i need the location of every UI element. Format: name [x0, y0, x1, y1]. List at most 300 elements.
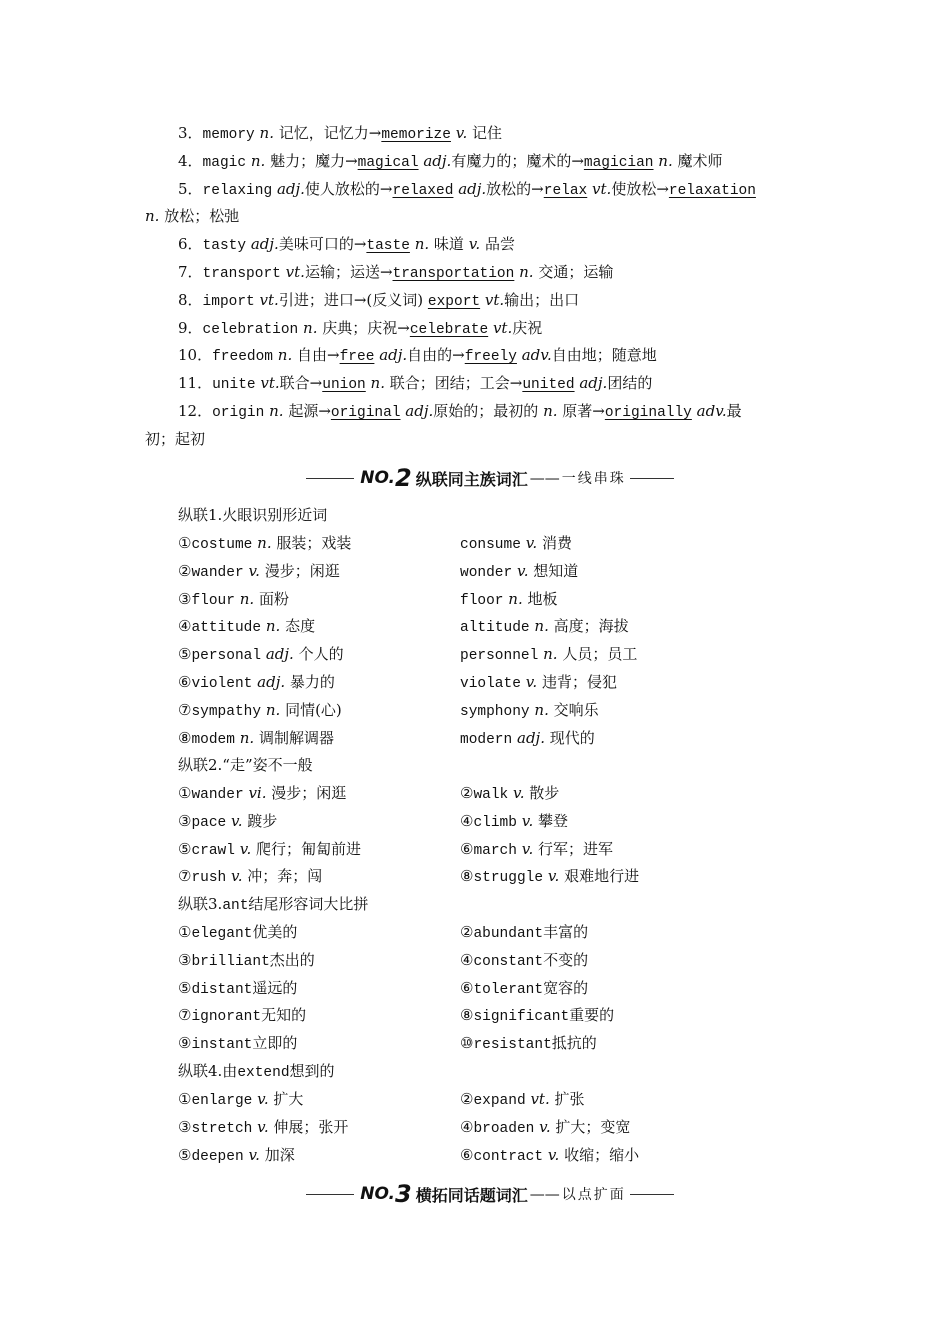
pos-label: v. [521, 812, 534, 830]
entry-marker: ① [178, 534, 192, 552]
entry-marker: ⑧ [460, 1006, 474, 1024]
heading-word: ant [222, 898, 249, 914]
head-word: unite [212, 377, 256, 393]
pos-label: vt. [259, 291, 279, 309]
answer-word: union [322, 377, 366, 393]
pos-label: n. [370, 374, 385, 392]
left-entry [178, 950, 315, 972]
divider [630, 1194, 674, 1195]
entry-definition: 高度；海拔 [553, 617, 629, 635]
item-number: 5． [178, 180, 203, 198]
left-entry [178, 728, 334, 750]
entry-word: struggle [473, 870, 544, 886]
entry-marker: ④ [178, 617, 192, 635]
heading-prefix: 纵联4.由 [178, 1062, 238, 1080]
entry-marker: ⑩ [460, 1034, 474, 1052]
entry-word: elegant [191, 926, 253, 942]
entry-marker: ③ [178, 812, 192, 830]
head-word: transport [202, 266, 281, 282]
entry-definition: 收缩；缩小 [564, 1146, 640, 1164]
entry-definition: 扩大；变宽 [555, 1118, 631, 1136]
left-entry [178, 700, 342, 722]
pos-label: adj. [276, 180, 305, 198]
pos-label: vt. [260, 374, 280, 392]
right-entry [460, 728, 595, 750]
definition: 使放松→ [611, 180, 669, 198]
definition: 美味可口的→ [278, 235, 367, 253]
pos-label: adj. [458, 180, 487, 198]
list-item [178, 123, 502, 145]
answer-word: freely [464, 349, 517, 365]
entry-word: consume [460, 537, 521, 553]
pos-label: n. [259, 124, 274, 142]
left-entry [178, 1145, 295, 1167]
group-heading [178, 894, 368, 916]
right-entry [460, 700, 599, 722]
heading-suffix: 结尾形容词大比拼 [248, 895, 369, 913]
entry-definition: 同情(心) [285, 701, 342, 719]
entry-marker: ⑥ [460, 1146, 474, 1164]
entry-word: altitude [460, 620, 530, 636]
pos-label: n. [658, 152, 673, 170]
pos-label: n. [277, 346, 293, 364]
answer-word: relax [543, 183, 588, 199]
definition: 最 [726, 402, 742, 420]
list-item [178, 234, 515, 256]
definition: 记忆，记忆力→ [278, 124, 382, 142]
entry-marker: ① [178, 1090, 192, 1108]
section-subtitle: 以点扩面 [561, 1187, 626, 1203]
definition: 有魔力的；魔术的→ [451, 152, 584, 170]
definition: 魔术师 [677, 152, 723, 170]
pos-label: n. [508, 590, 523, 608]
entry-word: modern [460, 732, 513, 748]
entry-marker: ② [460, 784, 474, 802]
right-entry [460, 811, 568, 833]
head-word: celebration [202, 322, 299, 338]
entry-definition: 地板 [527, 590, 558, 608]
definition: 放松的→ [486, 180, 544, 198]
entry-word: wander [191, 787, 244, 803]
pos-label: adj. [265, 645, 294, 663]
definition: 交通；运输 [538, 263, 614, 281]
definition: 运输；运送→ [304, 263, 393, 281]
entry-marker: ② [460, 923, 474, 941]
pos-label: adj. [405, 402, 434, 420]
pos-label: v. [231, 812, 243, 830]
entry-definition: 消费 [541, 534, 572, 552]
definition: 初；起初 [145, 430, 206, 448]
entry-marker: ③ [178, 951, 192, 969]
group-heading: 纵联2.“走”姿不一般 [178, 756, 313, 774]
head-word: tasty [202, 238, 247, 254]
right-entry [460, 783, 559, 805]
left-entry [178, 978, 297, 1000]
pos-label: n. [265, 617, 281, 635]
entry-word: violate [460, 676, 521, 692]
left-entry [178, 866, 322, 888]
heading-word: extend [237, 1065, 290, 1081]
left-entry [178, 589, 289, 611]
pos-label: v. [257, 1118, 269, 1136]
section-header-no2 [300, 463, 680, 493]
entry-definition: 抵抗的 [551, 1034, 597, 1052]
entry-word: sympathy [191, 704, 262, 720]
entry-word: pace [191, 815, 227, 831]
entry-word: walk [473, 787, 509, 803]
entry-definition: 扩大 [273, 1090, 304, 1108]
pos-label: v. [513, 784, 525, 802]
pos-label: v. [257, 1090, 269, 1108]
entry-word: tolerant [473, 982, 544, 998]
list-item [178, 151, 723, 173]
item-number: 4． [178, 152, 203, 170]
answer-word: relaxed [392, 183, 454, 199]
head-word: memory [202, 127, 255, 143]
entry-marker: ⑥ [460, 840, 474, 858]
pos-label: n. [303, 319, 318, 337]
pos-label: adj. [250, 235, 279, 253]
dash-divider: —— [529, 469, 560, 487]
entry-word: brilliant [191, 954, 270, 970]
entry-definition: 交响乐 [553, 701, 599, 719]
entry-word: crawl [191, 843, 235, 859]
pos-label: n. [250, 152, 266, 170]
pos-label: v. [231, 867, 243, 885]
entry-word: costume [191, 537, 253, 553]
entry-marker: ④ [460, 1118, 474, 1136]
definition: 团结的 [607, 374, 653, 392]
pos-label: n. [145, 207, 160, 225]
section-no-label: NO. [360, 468, 396, 488]
pos-label: n. [257, 534, 272, 552]
entry-definition: 调制解调器 [258, 729, 334, 747]
left-entry [178, 644, 344, 666]
pos-label: v. [521, 840, 534, 858]
entry-definition: 违背；侵犯 [541, 673, 617, 691]
left-entry [178, 811, 277, 833]
pos-label: adj. [257, 673, 286, 691]
pos-label: v. [539, 1118, 551, 1136]
answer-word: magician [583, 155, 654, 171]
entry-marker: ③ [178, 1118, 192, 1136]
right-entry [460, 672, 617, 694]
item-number: 8． [178, 291, 203, 309]
answer-word: celebrate [409, 322, 489, 338]
pos-label: n. [534, 701, 549, 719]
entry-definition: 面粉 [258, 590, 289, 608]
entry-word: climb [473, 815, 517, 831]
entry-definition: 想知道 [533, 562, 579, 580]
pos-label: adj. [517, 729, 545, 747]
entry-definition: 服装；戏装 [276, 534, 352, 552]
definition: 放松；松弛 [164, 207, 240, 225]
list-item [178, 345, 657, 367]
entry-definition: 艰难地行进 [564, 867, 640, 885]
pos-label: n. [414, 235, 430, 253]
answer-word: original [330, 405, 401, 421]
right-entry [460, 644, 637, 666]
dash-divider: —— [529, 1185, 560, 1203]
pos-label: v. [525, 534, 538, 552]
left-entry [178, 1005, 306, 1027]
definition: 品尝 [484, 235, 515, 253]
pos-label: v. [248, 1146, 260, 1164]
definition: 魅力；魔力→ [270, 152, 358, 170]
entry-definition: 优美的 [252, 923, 298, 941]
pos-label: n. [239, 729, 255, 747]
entry-word: distant [191, 982, 253, 998]
list-item [178, 179, 756, 201]
right-entry [460, 1005, 614, 1027]
item-number: 7． [178, 263, 203, 281]
pos-label: v. [517, 562, 529, 580]
left-entry [178, 672, 335, 694]
entry-marker: ⑦ [178, 1006, 192, 1024]
definition: 联合→ [279, 374, 323, 392]
entry-definition: 踱步 [247, 812, 278, 830]
entry-word: floor [460, 593, 504, 609]
pos-label: vt. [492, 319, 513, 337]
divider [630, 478, 674, 479]
entry-definition: 加深 [264, 1146, 295, 1164]
definition: 原著→ [562, 402, 605, 420]
list-item-continuation [145, 429, 205, 449]
entry-definition: 人员；员工 [562, 645, 638, 663]
pos-label: vt. [484, 291, 505, 309]
left-entry [178, 839, 361, 861]
entry-definition: 重要的 [569, 1006, 615, 1024]
definition: 自由地；随意地 [551, 346, 657, 364]
entry-definition: 扩张 [554, 1090, 585, 1108]
entry-definition: 漫步；闲逛 [264, 562, 340, 580]
entry-word: expand [473, 1093, 526, 1109]
pos-label: v. [239, 840, 252, 858]
pos-label: v. [455, 124, 468, 142]
entry-word: enlarge [191, 1093, 253, 1109]
pos-label: adj. [423, 152, 452, 170]
answer-word: free [339, 349, 375, 365]
section-no-label: NO. [360, 1184, 396, 1204]
entry-definition: 丰富的 [543, 923, 589, 941]
list-item [178, 262, 613, 284]
pos-label: adv. [696, 402, 727, 420]
entry-definition: 散步 [529, 784, 560, 802]
entry-word: modem [191, 732, 235, 748]
entry-marker: ⑤ [178, 1146, 192, 1164]
pos-label: vt. [530, 1090, 550, 1108]
entry-marker: ⑧ [460, 867, 474, 885]
right-entry [460, 866, 639, 888]
head-word: freedom [212, 349, 274, 365]
entry-marker: ⑤ [178, 645, 192, 663]
entry-word: resistant [473, 1037, 552, 1053]
group-heading: 纵联1.火眼识别形近词 [178, 506, 328, 524]
left-entry [178, 922, 297, 944]
pos-label: vi. [248, 784, 267, 802]
pos-label: n. [543, 645, 558, 663]
entry-marker: ③ [178, 590, 192, 608]
right-entry [460, 1145, 639, 1167]
definition: 庆祝 [512, 319, 543, 337]
definition: 自由→ [297, 346, 340, 364]
entry-word: rush [191, 870, 227, 886]
list-item [178, 401, 742, 423]
entry-definition: 暴力的 [289, 673, 335, 691]
entry-marker: ⑤ [178, 979, 192, 997]
definition: 原始的；最初的 [433, 402, 539, 420]
list-item [178, 373, 652, 395]
answer-word: taste [366, 238, 410, 254]
entry-word: flour [191, 593, 235, 609]
entry-marker: ① [178, 923, 192, 941]
right-entry [460, 616, 629, 638]
entry-word: broaden [473, 1121, 535, 1137]
entry-word: deepen [191, 1149, 244, 1165]
section-number: 2 [395, 464, 412, 492]
entry-word: wonder [460, 565, 513, 581]
entry-marker: ⑦ [178, 701, 192, 719]
definition: 联合；团结；工会→ [389, 374, 523, 392]
entry-word: constant [473, 954, 544, 970]
pos-label: n. [543, 402, 558, 420]
pos-label: vt. [592, 180, 612, 198]
head-word: import [202, 294, 255, 310]
definition: 引进；进口→(反义词) [278, 291, 424, 309]
entry-marker: ⑦ [178, 867, 192, 885]
definition: 起源→ [288, 402, 331, 420]
right-entry [460, 561, 578, 583]
heading-suffix: 想到的 [289, 1062, 335, 1080]
entry-definition: 杰出的 [269, 951, 315, 969]
answer-word: transportation [392, 266, 515, 282]
left-entry [178, 1089, 303, 1111]
entry-marker: ② [460, 1090, 474, 1108]
entry-definition: 攀登 [538, 812, 569, 830]
entry-word: personnel [460, 648, 539, 664]
entry-definition: 伸展；张开 [273, 1118, 349, 1136]
divider [306, 1194, 354, 1195]
definition: 使人放松的→ [304, 180, 393, 198]
head-word: relaxing [202, 183, 273, 199]
definition: 记住 [472, 124, 503, 142]
section-header-no3 [300, 1179, 680, 1209]
section-subtitle: 一线串珠 [561, 471, 626, 487]
entry-word: symphony [460, 704, 530, 720]
definition: 自由的→ [407, 346, 465, 364]
item-number: 10． [178, 346, 213, 364]
section-number: 3 [395, 1180, 412, 1208]
right-entry [460, 978, 588, 1000]
list-item-continuation [145, 206, 239, 226]
pos-label: v. [248, 562, 260, 580]
entry-word: significant [473, 1009, 570, 1025]
entry-marker: ② [178, 562, 192, 580]
right-entry [460, 922, 588, 944]
left-entry [178, 561, 340, 583]
right-entry [460, 1033, 597, 1055]
answer-word: memorize [381, 127, 451, 143]
section-title: 纵联同主族词汇 [415, 469, 528, 489]
pos-label: adj. [579, 374, 608, 392]
head-word: magic [202, 155, 247, 171]
entry-definition: 行军；进军 [538, 840, 614, 858]
right-entry [460, 533, 572, 555]
entry-definition: 冲；奔；闯 [247, 867, 323, 885]
entry-definition: 宽容的 [543, 979, 589, 997]
pos-label: n. [265, 701, 281, 719]
pos-label: vt. [285, 263, 305, 281]
entry-word: contract [473, 1149, 544, 1165]
list-item [178, 290, 579, 312]
entry-definition: 态度 [285, 617, 316, 635]
right-entry [460, 1117, 630, 1139]
answer-word: originally [604, 405, 692, 421]
head-word: origin [212, 405, 265, 421]
entry-definition: 无知的 [261, 1006, 307, 1024]
definition: 味道 [433, 235, 464, 253]
right-entry [460, 950, 588, 972]
entry-word: personal [191, 648, 262, 664]
entry-definition: 个人的 [298, 645, 344, 663]
entry-definition: 漫步；闲逛 [271, 784, 347, 802]
left-entry [178, 1117, 348, 1139]
entry-word: attitude [191, 620, 262, 636]
left-entry [178, 1033, 297, 1055]
left-entry [178, 533, 351, 555]
entry-marker: ① [178, 784, 192, 802]
pos-label: v. [468, 235, 481, 253]
item-number: 12． [178, 402, 213, 420]
pos-label: v. [547, 1146, 560, 1164]
pos-label: adj. [379, 346, 408, 364]
entry-word: abundant [473, 926, 544, 942]
entry-definition: 现代的 [549, 729, 595, 747]
entry-word: violent [191, 676, 253, 692]
entry-definition: 不变的 [543, 951, 589, 969]
entry-word: ignorant [191, 1009, 262, 1025]
entry-definition: 爬行；匍匐前进 [256, 840, 362, 858]
definition: 输出；出口 [504, 291, 580, 309]
entry-marker: ⑥ [178, 673, 192, 691]
pos-label: n. [519, 263, 534, 281]
entry-marker: ④ [460, 951, 474, 969]
entry-marker: ④ [460, 812, 474, 830]
pos-label: adv. [521, 346, 552, 364]
item-number: 11． [178, 374, 213, 392]
group-heading [178, 1061, 335, 1083]
answer-word: magical [357, 155, 419, 171]
entry-definition: 遥远的 [252, 979, 298, 997]
item-number: 3． [178, 124, 203, 142]
left-entry [178, 616, 315, 638]
heading-prefix: 纵联3. [178, 895, 223, 913]
entry-marker: ⑤ [178, 840, 192, 858]
answer-word: united [522, 377, 575, 393]
item-number: 9． [178, 319, 203, 337]
divider [306, 478, 354, 479]
entry-word: instant [191, 1037, 253, 1053]
answer-word: relaxation [668, 183, 756, 199]
right-entry [460, 1089, 585, 1111]
entry-marker: ⑨ [178, 1034, 192, 1052]
pos-label: n. [534, 617, 549, 635]
entry-marker: ⑧ [178, 729, 192, 747]
answer-word: export [427, 294, 481, 310]
entry-word: march [473, 843, 517, 859]
pos-label: n. [269, 402, 284, 420]
item-number: 6． [178, 235, 203, 253]
